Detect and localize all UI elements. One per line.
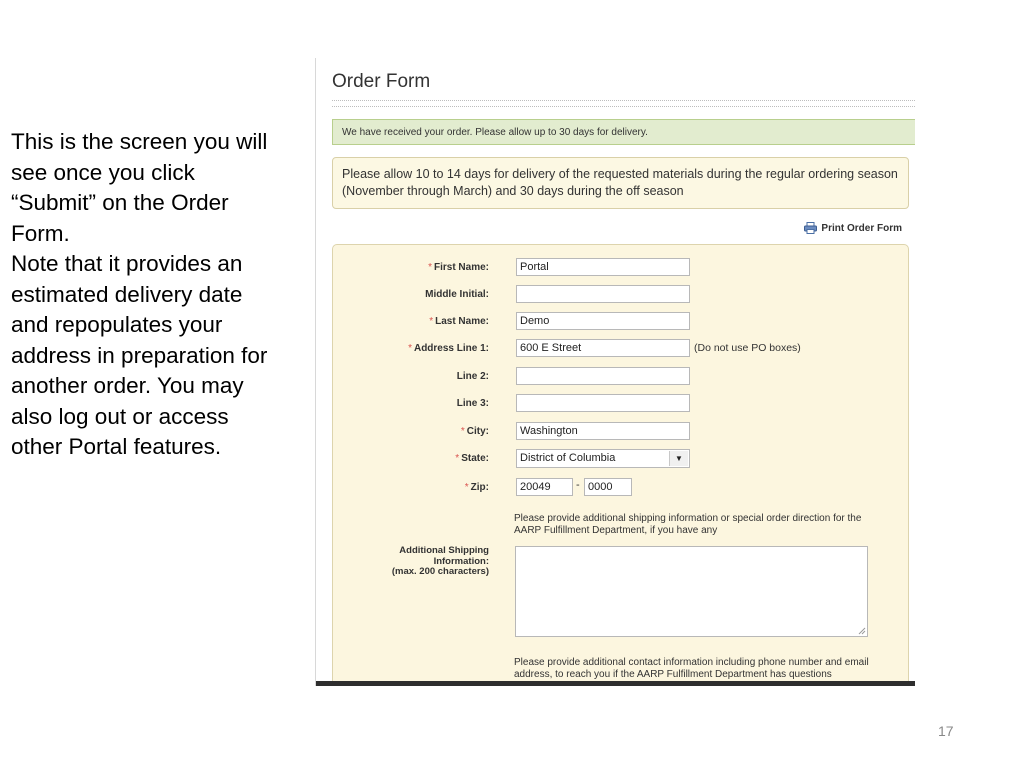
shipping-info-text: Please provide additional shipping information or special order direction for the AARP Fulfillment Department, if you have any: [514, 513, 862, 536]
zip-extension-input[interactable]: 0000: [584, 478, 632, 496]
screenshot-bottom-edge: [316, 681, 915, 686]
last-name-label: * Last Name:: [429, 316, 489, 327]
dropdown-arrow-icon[interactable]: ▼: [669, 451, 688, 466]
line-3-label: Line 3:: [456, 398, 489, 409]
address-line-1-input[interactable]: 600 E Street: [516, 339, 690, 357]
zip-label: * Zip:: [464, 482, 489, 493]
line-2-label: Line 2:: [456, 371, 489, 382]
contact-info-text: Please provide additional contact information including phone number and email address, to reach you if the AARP Fulfillment Department has questions: [514, 657, 869, 680]
additional-shipping-textarea[interactable]: [515, 546, 868, 637]
resize-grip-icon[interactable]: [858, 627, 866, 635]
middle-initial-label: Middle Initial:: [425, 289, 489, 300]
required-mark: *: [455, 453, 460, 464]
required-mark: *: [408, 343, 412, 354]
additional-shipping-label: Additional Shipping Information: (max. 200 characters): [391, 545, 489, 577]
print-order-form-label: Print Order Form: [821, 222, 902, 234]
printer-icon: [804, 222, 817, 234]
required-mark: *: [429, 316, 434, 327]
state-select[interactable]: [516, 449, 690, 468]
title-divider: [332, 100, 915, 107]
required-mark: *: [460, 426, 465, 437]
zip-separator: -: [576, 479, 580, 491]
line-3-input[interactable]: [516, 394, 690, 412]
slide-description: [11, 127, 286, 463]
line-2-input[interactable]: [516, 367, 690, 385]
required-mark: *: [428, 262, 432, 273]
required-mark: *: [464, 482, 469, 493]
description-paragraph-1: This is the screen you will see once you click “Submit” on the Order Form.: [11, 129, 268, 246]
last-name-input[interactable]: Demo: [516, 312, 690, 330]
print-order-form-link[interactable]: [804, 222, 902, 234]
address-line-1-label: * Address Line 1:: [408, 343, 489, 354]
middle-initial-input[interactable]: [516, 285, 690, 303]
city-label: * City:: [460, 426, 489, 437]
description-paragraph-2: Note that it provides an estimated delivery date and repopulates your address in preparation for another order. You may also log out or access other Portal features.: [11, 251, 268, 459]
page-number: 17: [938, 723, 954, 739]
city-input[interactable]: Washington: [516, 422, 690, 440]
zip-input[interactable]: 20049: [516, 478, 573, 496]
order-form-screenshot: [315, 58, 915, 686]
state-label: * State:: [455, 453, 489, 464]
address-hint: (Do not use PO boxes): [694, 342, 801, 354]
state-selected-value: District of Columbia: [520, 452, 616, 464]
first-name-label: * First Name:: [428, 262, 489, 273]
page-title: Order Form: [332, 71, 431, 92]
delivery-note: Please allow 10 to 14 days for delivery of the requested materials during the regular ordering season (November through March) and 30 days during the off season: [332, 157, 909, 209]
first-name-input[interactable]: Portal: [516, 258, 690, 276]
shipping-form-panel: [332, 244, 909, 686]
success-message: We have received your order. Please allow up to 30 days for delivery.: [332, 119, 915, 145]
